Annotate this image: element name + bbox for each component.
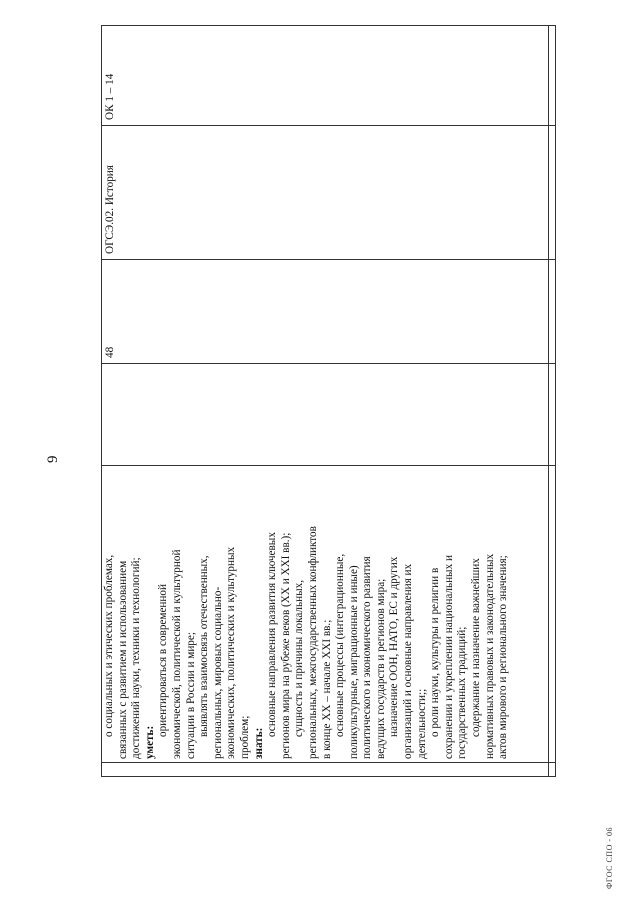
description-line: основные процессы (интеграционные, xyxy=(334,553,347,737)
empty-cell xyxy=(549,26,556,126)
page-number: 9 xyxy=(45,454,61,463)
table-row xyxy=(102,26,549,777)
description-line: нормативных правовых и законодательных xyxy=(483,553,496,759)
empty-cell xyxy=(549,763,556,777)
description-line: содержание и назначение важнейших xyxy=(470,558,483,737)
description-line: экономической, политической и культурной xyxy=(170,549,183,759)
competencies-cell: ОК 1 – 14 xyxy=(102,26,549,126)
index-cell xyxy=(102,763,549,777)
description-line: политического и экономического развития xyxy=(361,556,374,759)
description-line: основные направления развития ключевых xyxy=(266,532,279,737)
curriculum-table xyxy=(101,25,556,777)
empty-cell xyxy=(549,126,556,260)
description-line: проблем; xyxy=(238,715,251,759)
description-line: организаций и основные направления их xyxy=(402,563,415,759)
description-line: назначение ООН, НАТО, ЕС и других xyxy=(388,556,401,737)
description-line: знать: xyxy=(252,727,265,759)
discipline-cell: ОГСЭ.02. История xyxy=(102,126,549,260)
description-cell xyxy=(102,466,549,763)
empty-cell xyxy=(549,466,556,763)
description-line: достижений науки, техники и технологий; xyxy=(130,557,143,759)
max-load-cell xyxy=(102,364,549,466)
description-line: о роли науки, культуры и религии в xyxy=(429,567,442,737)
description-line: ориентироваться в современной xyxy=(157,584,170,737)
description-line: региональных, мировых социально- xyxy=(211,586,224,759)
description-line: поликультурные, миграционные и иные) xyxy=(347,565,360,759)
description-line: связанных с развитием и использованием xyxy=(116,560,129,759)
description-line: актов мирового и регионального значения; xyxy=(497,555,510,759)
description-line: региональных, межгосударственных конфликтов xyxy=(306,526,319,759)
description-line: выявлять взаимосвязь отечественных, xyxy=(198,555,211,737)
description-line: ситуации в России и мире; xyxy=(184,632,197,759)
description-lines xyxy=(103,469,511,759)
description-line: уметь: xyxy=(143,725,156,759)
description-line: экономических, политических и культурных xyxy=(225,546,238,759)
description-line: в конце XX – начале XXI вв.; xyxy=(320,619,333,759)
empty-cell xyxy=(549,364,556,466)
description-line: регионов мира на рубеже веков (XX и XXI вв.); xyxy=(279,532,292,759)
description-line: сохранении и укреплении национальных и xyxy=(442,555,455,759)
description-line: государственных традиций; xyxy=(456,626,469,759)
description-line: о социальных и этических проблемах, xyxy=(103,554,115,737)
description-line: ведущих государств и регионов мира; xyxy=(374,578,387,759)
footer-code: ФГОС СПО - 06 xyxy=(605,826,614,889)
hours-cell: 48 xyxy=(102,260,549,364)
description-line: деятельности;; xyxy=(415,688,428,759)
empty-cell xyxy=(549,260,556,364)
table-row xyxy=(549,26,556,777)
description-line: сущность и причины локальных, xyxy=(293,580,306,737)
